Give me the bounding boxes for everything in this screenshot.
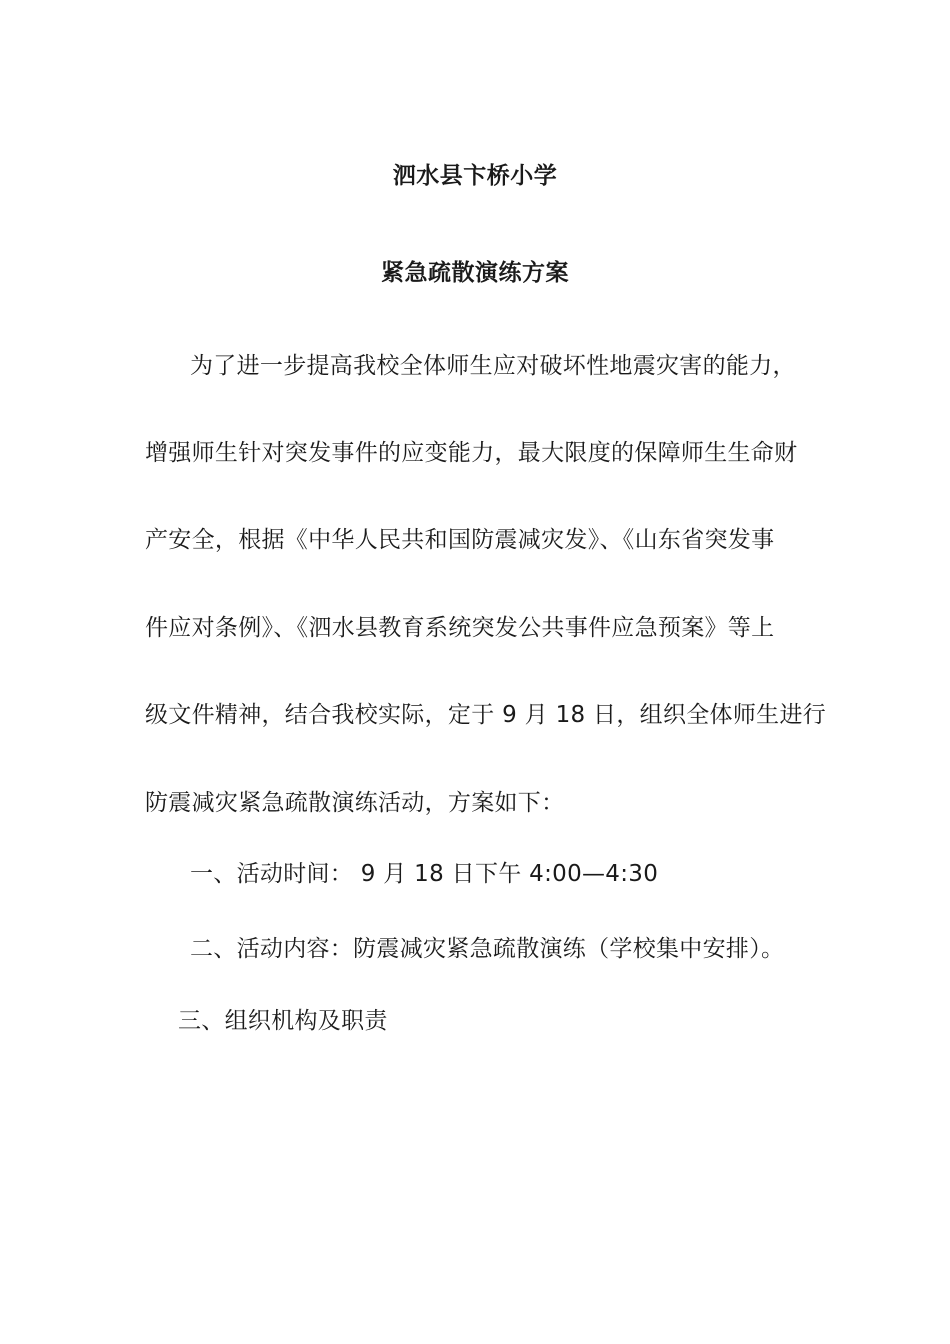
section-activity-time: 一、活动时间： 9 月 18 日下午 4:00—4:30 bbox=[190, 861, 659, 887]
section-organization: 三、组织机构及职责 bbox=[178, 1008, 388, 1034]
paragraph-line-1: 为了进一步提高我校全体师生应对破坏性地震灾害的能力， bbox=[190, 353, 796, 379]
plan-title: 紧急疏散演练方案 bbox=[381, 260, 569, 286]
school-name-title: 泗水县卞桥小学 bbox=[392, 163, 558, 189]
section-activity-content: 二、活动内容：防震减灾紧急疏散演练（学校集中安排）。 bbox=[190, 936, 785, 962]
paragraph-line-3: 产安全，根据《中华人民共和国防震减灾发》、《山东省突发事 bbox=[145, 527, 775, 553]
paragraph-line-6: 防震减灾紧急疏散演练活动，方案如下： bbox=[145, 790, 565, 816]
paragraph-line-5: 级文件精神，结合我校实际，定于 9 月 18 日，组织全体师生进行 bbox=[145, 702, 827, 728]
paragraph-line-2: 增强师生针对突发事件的应变能力，最大限度的保障师生生命财 bbox=[145, 440, 798, 466]
paragraph-line-4: 件应对条例》、《泗水县教育系统突发公共事件应急预案》等上 bbox=[145, 615, 775, 641]
